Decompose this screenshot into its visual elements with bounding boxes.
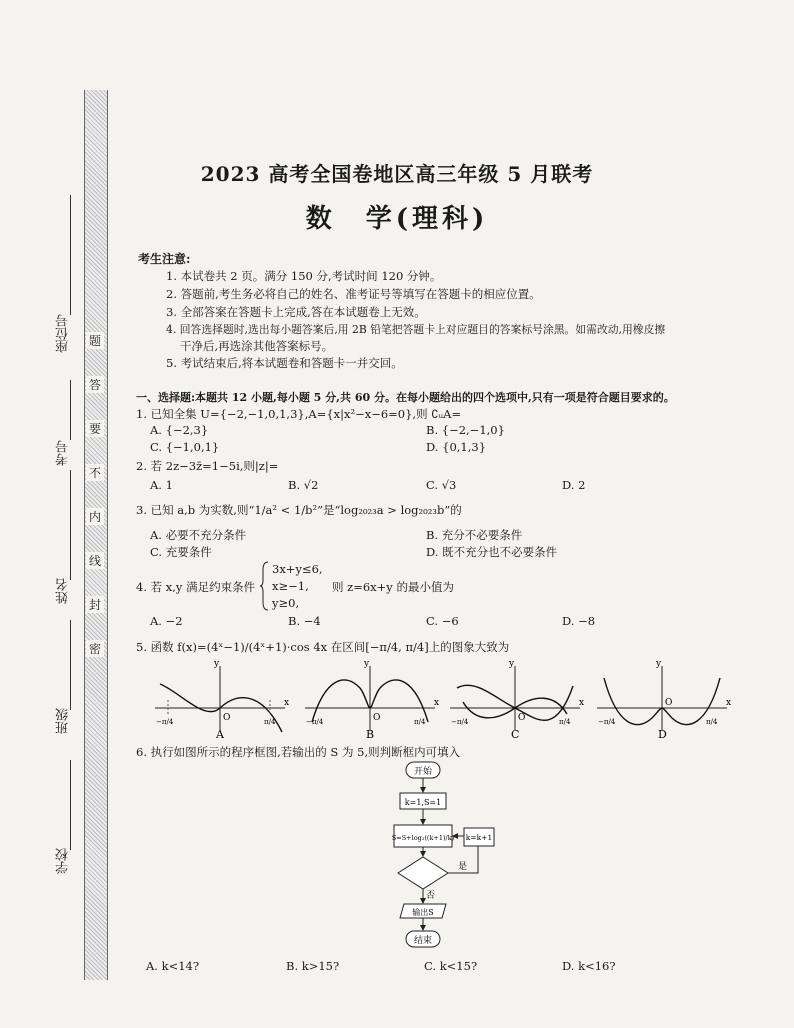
pos-quarter-pi-label: π/4 — [264, 718, 276, 726]
origin-label: O — [373, 713, 381, 723]
notice-item: 4. 回答选择题时,选出每小题答案后,用 2B 铅笔把答题卡上对应题目的答案标号涂黑。如需改动,用橡皮擦 — [166, 323, 666, 336]
neg-quarter-pi-label: −π/4 — [156, 718, 174, 726]
q3-option-c: C. 充要条件 — [150, 545, 212, 559]
pos-quarter-pi-label: π/4 — [706, 718, 718, 726]
q4-constraint-2: x≥−1, — [272, 579, 309, 593]
q1-option-a: A. {−2,3} — [150, 423, 209, 437]
flow-update-text: S=S+log₂((k+1)/k) — [391, 834, 455, 842]
notice-item: 2. 答题前,考生务必将自己的姓名、准考证号等填写在答题卡的相应位置。 — [166, 287, 541, 301]
q6-option-d: D. k<16? — [562, 959, 616, 973]
seal-char: 密 — [86, 640, 104, 657]
q4-option-d: D. −8 — [562, 614, 596, 628]
origin-label: O — [518, 713, 526, 723]
graph-label-c: C — [511, 728, 520, 738]
q2-option-c: C. √3 — [426, 478, 457, 492]
q3-option-d: D. 既不充分也不必要条件 — [426, 545, 558, 559]
graph-label-a: A — [216, 728, 224, 738]
flow-no-label: 否 — [426, 891, 436, 901]
name-label: 姓名 — [56, 578, 71, 604]
flow-increment-text: k=k+1 — [465, 833, 493, 842]
exam-no-label: 考号 — [56, 440, 71, 466]
axis-y-label: y — [656, 659, 662, 669]
neg-quarter-pi-label: −π/4 — [306, 718, 324, 726]
origin-label: O — [223, 713, 231, 723]
question-1-stem: 1. 已知全集 U={−2,−1,0,1,3},A={x|x²−x−6=0},则 ∁ᵤA= — [136, 407, 462, 421]
subject-title: 数 学(理科) — [305, 204, 489, 234]
pos-quarter-pi-label: π/4 — [559, 718, 571, 726]
notice-item: 3. 全部答案在答题卡上完成,答在本试题卷上无效。 — [166, 305, 426, 319]
flow-end-text: 结束 — [413, 936, 433, 946]
class-label: 班级 — [56, 708, 71, 734]
seal-char: 不 — [86, 464, 104, 481]
q4-option-b: B. −4 — [288, 614, 321, 628]
origin-label: O — [665, 698, 673, 708]
notice-item: 5. 考试结束后,将本试题卷和答题卡一并交回。 — [166, 356, 403, 370]
flowchart — [380, 758, 520, 950]
seal-char: 内 — [86, 508, 104, 525]
seat-label: 座位号 — [56, 314, 71, 353]
q3-option-b: B. 充分不必要条件 — [426, 528, 523, 542]
axis-y-label: y — [364, 659, 370, 669]
flow-decision — [398, 857, 448, 889]
graph-c — [445, 658, 585, 738]
question-4-stem-post: 则 z=6x+y 的最小值为 — [332, 580, 454, 594]
flow-start-text: 开始 — [413, 767, 433, 777]
q2-option-d: D. 2 — [562, 478, 586, 492]
school-label: 学校 — [56, 848, 71, 874]
q4-option-c: C. −6 — [426, 614, 459, 628]
flow-output-text: 输出S — [412, 908, 434, 917]
q6-option-b: B. k>15? — [286, 959, 340, 973]
question-3-stem: 3. 已知 a,b 为实数,则“1/a² < 1/b²”是“log₂₀₂₃a > log₂₀₂₃b”的 — [136, 503, 462, 517]
seal-char: 线 — [86, 552, 104, 569]
seal-char: 要 — [86, 420, 104, 437]
q4-constraint-1: 3x+y≤6, — [272, 562, 323, 576]
q4-option-a: A. −2 — [150, 614, 183, 628]
seal-char: 题 — [86, 332, 104, 349]
q6-option-c: C. k<15? — [424, 959, 478, 973]
graph-d — [592, 658, 732, 738]
q1-option-b: B. {−2,−1,0} — [426, 423, 505, 437]
q2-option-a: A. 1 — [150, 478, 173, 492]
axis-x-label: x — [726, 698, 732, 708]
graph-b — [300, 658, 440, 738]
q1-option-d: D. {0,1,3} — [426, 440, 487, 454]
flow-init-text: k=1,S=1 — [404, 798, 442, 807]
pos-quarter-pi-label: π/4 — [414, 718, 426, 726]
seal-char: 答 — [86, 376, 104, 393]
name-line — [70, 470, 71, 580]
notice-item: 干净后,再选涂其他答案标号。 — [180, 339, 334, 353]
notice-heading: 考生注意: — [138, 252, 191, 266]
axis-x-label: x — [284, 698, 290, 708]
axis-y-label: y — [214, 659, 220, 669]
q3-option-a: A. 必要不充分条件 — [150, 528, 247, 542]
notice-item: 1. 本试卷共 2 页。满分 150 分,考试时间 120 分钟。 — [166, 269, 442, 283]
seal-char: 封 — [86, 596, 104, 613]
axis-x-label: x — [434, 698, 440, 708]
neg-quarter-pi-label: −π/4 — [451, 718, 469, 726]
question-6-stem: 6. 执行如图所示的程序框图,若输出的 S 为 5,则判断框内可填入 — [136, 745, 461, 759]
graph-label-d: D — [658, 728, 667, 738]
exam-no-line — [70, 380, 71, 440]
q4-constraint-3: y≥0, — [272, 596, 300, 610]
graph-label-b: B — [366, 728, 375, 738]
binding-margin — [0, 0, 120, 1028]
question-4-stem-pre: 4. 若 x,y 满足约束条件 — [136, 580, 256, 594]
school-line — [70, 760, 71, 850]
axis-x-label: x — [579, 698, 585, 708]
class-line — [70, 620, 71, 710]
exam-title: 2023 高考全国卷地区高三年级 5 月联考 — [200, 162, 594, 186]
brace-icon — [260, 560, 270, 612]
question-2-stem: 2. 若 2z−3z̄=1−5i,则|z|= — [136, 459, 279, 473]
q1-option-c: C. {−1,0,1} — [150, 440, 220, 454]
question-5-stem: 5. 函数 f(x)=(4ˣ−1)/(4ˣ+1)·cos 4x 在区间[−π/4, π/4]上的图象大致为 — [136, 640, 510, 654]
flow-yes-label: 是 — [458, 862, 468, 872]
section-heading: 一、选择题:本题共 12 小题,每小题 5 分,共 60 分。在每小题给出的四个选项中,只有一项是符合题目要求的。 — [136, 391, 675, 404]
q6-option-a: A. k<14? — [146, 959, 200, 973]
neg-quarter-pi-label: −π/4 — [598, 718, 616, 726]
axis-y-label: y — [509, 659, 515, 669]
q2-option-b: B. √2 — [288, 478, 319, 492]
graph-a — [150, 658, 290, 738]
